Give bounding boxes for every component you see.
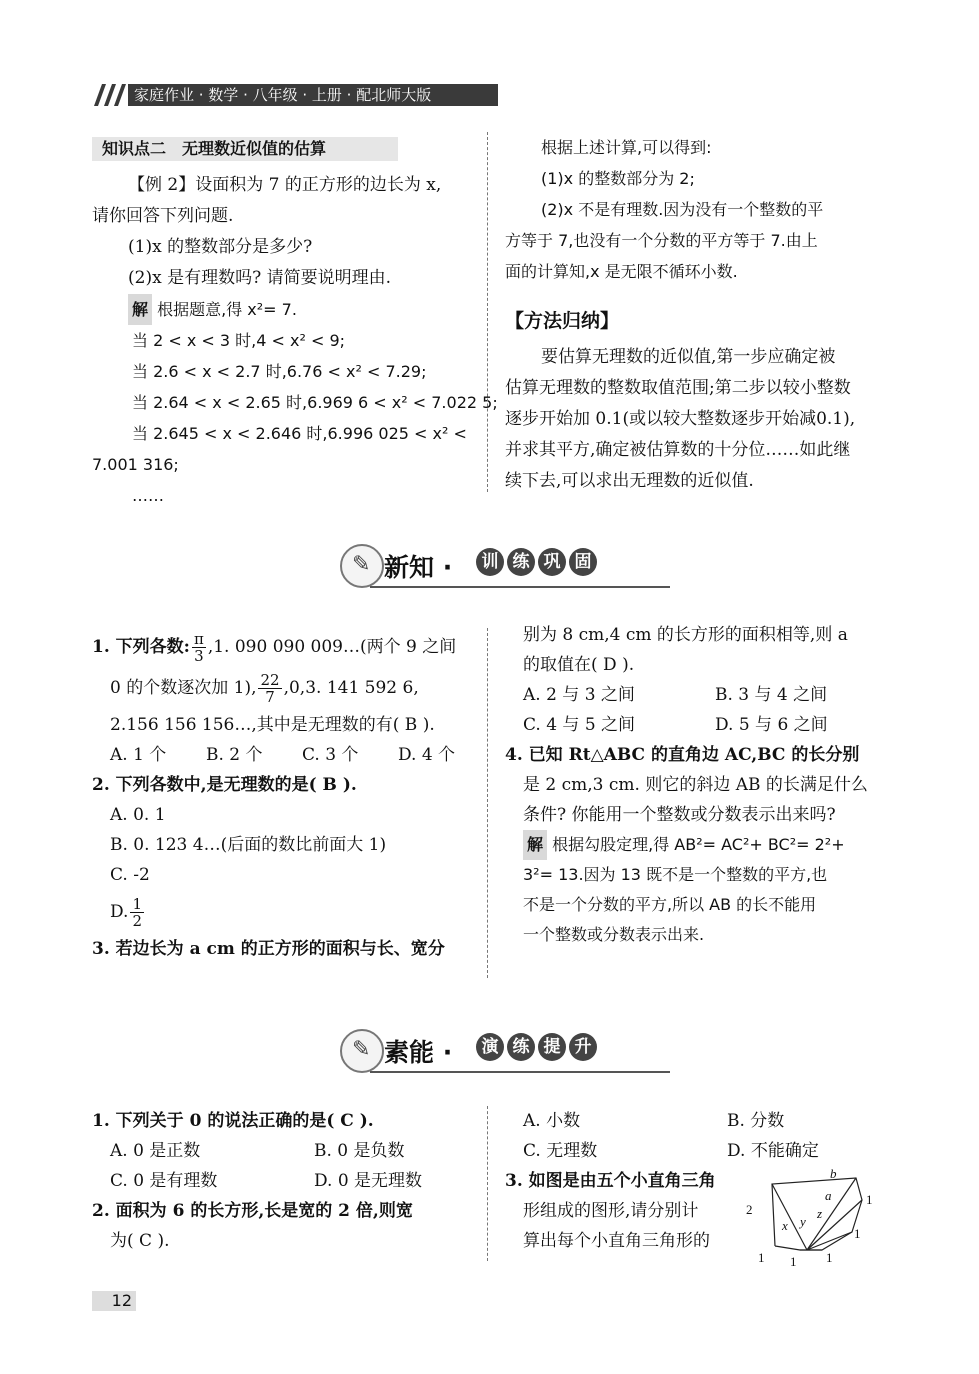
option: A. 0 是正数 [110, 1141, 201, 1161]
option: A. 2 与 3 之间 [523, 685, 635, 705]
question-3: 3. 若边长为 a cm 的正方形的面积与长、宽分 [92, 939, 445, 959]
question-1-options [92, 1166, 477, 1196]
option: C. 3 个 [302, 745, 359, 765]
solution-line: (1)x 的整数部分为 2; [541, 169, 695, 188]
section-chip: 固 [569, 548, 597, 576]
method-line: 逐步开始加 0.1(或以较大整数逐步开始减0.1), [505, 409, 856, 429]
solution-line: (2)x 不是有理数.因为没有一个整数的平 [541, 200, 824, 219]
page-header [92, 84, 498, 106]
section-title: 素能 · [384, 1038, 453, 1067]
question-1: 1. 下列各数: $\frac{\pi}{3}$ ,1. 090 090 009…(两个 9 之间 [92, 630, 457, 665]
question-1-options [92, 740, 477, 770]
method-line: 要估算无理数的近似值,第一步应确定被 [541, 347, 836, 367]
example-line: 【例 2】设面积为 7 的正方形的边长为 x, [128, 175, 442, 195]
solution-text: 根据题意,得 x²= 7. [157, 300, 297, 319]
question-4-solution: 一个整数或分数表示出来. [523, 925, 705, 944]
option: B. 0 是负数 [314, 1141, 405, 1161]
method-body [505, 342, 885, 497]
section-chip: 升 [569, 1033, 597, 1061]
option: D. 5 与 6 之间 [715, 715, 828, 735]
solution-line: 当 2.64 < x < 2.65 时,6.969 6 < x² < 7.022 5; [132, 393, 498, 412]
section-underline [370, 1071, 670, 1073]
option: B. 2 个 [206, 745, 263, 765]
exercise-left-column [92, 628, 477, 964]
question-2-options [505, 1106, 890, 1136]
section-chip: 练 [507, 1033, 535, 1061]
question-4-solution: 3²= 13.因为 13 既不是一个整数的平方,也 [523, 865, 828, 884]
question-4: 是 2 cm,3 cm. 则它的斜边 AB 的长满足什么 [523, 775, 868, 795]
fraction: $\frac{1}{2}$ [132, 895, 142, 930]
header-title: 家庭作业 · 数学 · 八年级 · 上册 · 配北师大版 [134, 86, 432, 104]
fraction: $\frac{22}{7}$ [260, 671, 280, 706]
figure-label-z: z [817, 1206, 823, 1221]
option: D. 0 是无理数 [314, 1171, 423, 1191]
method-line: 续下去,可以求出无理数的近似值. [505, 471, 754, 491]
jie-label: 解 [523, 830, 547, 860]
exercise-right-column [505, 620, 890, 950]
question-4: 条件? 你能用一个整数或分数表示出来吗? [523, 805, 836, 825]
right-triangles-figure [740, 1166, 890, 1272]
section-chips [476, 1033, 600, 1061]
figure-label-1: 1 [854, 1226, 861, 1241]
column-divider [487, 628, 488, 978]
question-4-solution: 解 根据勾股定理,得 AB²= AC²+ BC²= 2²+ [505, 830, 890, 860]
question-2: 为( C ). [110, 1231, 170, 1251]
pencil-icon [340, 544, 384, 588]
knowledge-point-title: 知识点二 无理数近似值的估算 [92, 137, 398, 161]
option: C. -2 [110, 865, 150, 885]
option: C. 无理数 [523, 1141, 598, 1161]
fraction: $\frac{\pi}{3}$ [193, 630, 204, 665]
option: D. $\frac{1}{2}$ [110, 895, 142, 930]
option: A. 1 个 [110, 745, 167, 765]
section-banner-new-knowledge [340, 540, 640, 590]
question-3: 算出每个小直角三角形的 [523, 1231, 710, 1251]
question-3-cont: 别为 8 cm,4 cm 的长方形的面积相等,则 a [523, 625, 848, 645]
example-line: (1)x 的整数部分是多少? [128, 237, 313, 257]
column-divider [487, 132, 488, 492]
section-chip: 训 [476, 548, 504, 576]
question-4: 4. 已知 Rt△ABC 的直角边 AC,BC 的长分别 [505, 745, 860, 765]
question-3-options [505, 710, 890, 740]
option: C. 0 是有理数 [110, 1171, 218, 1191]
section-chip: 提 [538, 1033, 566, 1061]
figure-label-1: 1 [790, 1254, 797, 1269]
header-slash-decoration [92, 84, 128, 106]
section-title: 新知 · [384, 553, 453, 582]
figure-label-2: 2 [746, 1202, 753, 1217]
option: B. 3 与 4 之间 [715, 685, 828, 705]
option: D. 4 个 [398, 745, 456, 765]
section-chip: 巩 [538, 548, 566, 576]
section-chip: 练 [507, 548, 535, 576]
page-number: 12 [92, 1291, 136, 1311]
option: A. 小数 [523, 1111, 581, 1131]
solution-continued [505, 132, 885, 287]
jie-label: 解 [128, 294, 152, 325]
question-1-cont: 2.156 156 156…,其中是无理数的有( B ). [110, 715, 435, 735]
figure-label-1: 1 [758, 1250, 765, 1265]
figure-label-1: 1 [866, 1192, 873, 1207]
figure-label-1: 1 [826, 1250, 833, 1265]
pencil-icon [340, 1029, 384, 1073]
figure-label-y: y [800, 1214, 806, 1229]
solution-line: 7.001 316; [92, 455, 179, 474]
option: D. 不能确定 [727, 1141, 819, 1161]
figure-segment [807, 1178, 856, 1250]
solution-line: 方等于 7,也没有一个分数的平方等于 7.由上 [505, 231, 818, 250]
solution-line: 当 2.6 < x < 2.7 时,6.76 < x² < 7.29; [132, 362, 427, 381]
question-3: 形组成的图形,请分别计 [523, 1201, 699, 1221]
method-line: 并求其平方,确定被估算数的十分位……如此继 [505, 440, 851, 460]
section-chips [476, 548, 600, 576]
section-chip: 演 [476, 1033, 504, 1061]
solution-line: 当 2 < x < 3 时,4 < x² < 9; [132, 331, 346, 350]
solution-line: 面的计算知,x 是无限不循环小数. [505, 262, 738, 281]
question-4-solution: 不是一个分数的平方,所以 AB 的长不能用 [523, 895, 817, 914]
question-1-options [92, 1136, 477, 1166]
option: B. 分数 [727, 1111, 785, 1131]
figure-label-x: x [782, 1218, 788, 1233]
example-block [92, 170, 498, 511]
option: C. 4 与 5 之间 [523, 715, 636, 735]
question-2: 2. 面积为 6 的长方形,长是宽的 2 倍,则宽 [92, 1201, 413, 1221]
question-2: 2. 下列各数中,是无理数的是( B ). [92, 775, 357, 795]
method-line: 估算无理数的整数取值范围;第二步以较小整数 [505, 378, 851, 398]
figure-label-a: a [825, 1188, 832, 1203]
question-1-cont: 0 的个数逐次加 1), $\frac{22}{7}$ ,0,3. 141 592 6, [110, 671, 419, 706]
section-underline [370, 586, 670, 588]
solution-line: 根据上述计算,可以得到: [541, 138, 712, 157]
method-title: 【方法归纳】 [505, 310, 620, 332]
question-3: 3. 如图是由五个小直角三角 [505, 1171, 716, 1191]
solution-line: 当 2.645 < x < 2.646 时,6.996 025 < x² < [132, 424, 467, 443]
column-divider [487, 1106, 488, 1261]
section-banner-competency [340, 1025, 640, 1075]
figure-label-b: b [830, 1166, 837, 1181]
option: B. 0. 123 4…(后面的数比前面大 1) [110, 835, 387, 855]
example-line: (2)x 是有理数吗? 请简要说明理由. [128, 268, 391, 288]
question-3-options [505, 680, 890, 710]
competency-left-column [92, 1106, 477, 1256]
option: A. 0. 1 [110, 805, 166, 825]
solution-line: …… [132, 486, 164, 505]
question-2-options [505, 1136, 890, 1166]
example-line: 请你回答下列问题. [92, 206, 234, 226]
question-1: 1. 下列关于 0 的说法正确的是( C ). [92, 1111, 374, 1131]
question-3-cont: 的取值在( D ). [523, 655, 635, 675]
solution-line [92, 294, 472, 325]
